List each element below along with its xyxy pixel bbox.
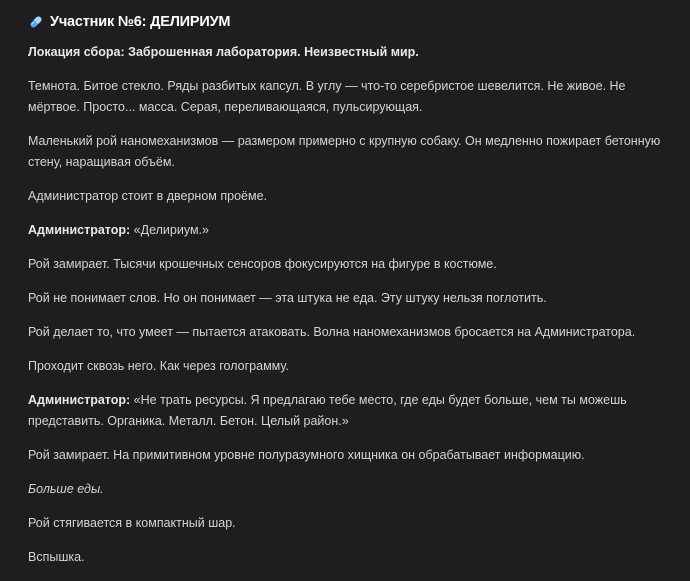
paragraph: Рой замирает. На примитивном уровне полуразумного хищника он обрабатывает информацию. <box>28 448 585 462</box>
page-title <box>28 10 678 34</box>
paragraph: Маленький рой наномеханизмов — размером примерно с крупную собаку. Он медленно пожирает бетонную стену, наращивая объём. <box>28 134 661 169</box>
speaker-name: Администратор: <box>28 393 131 407</box>
location-line <box>28 42 678 63</box>
paragraph: Рой стягивается в компактный шар. <box>28 516 236 530</box>
paragraph: Вспышка. <box>28 550 85 564</box>
dialogue-line <box>28 220 678 241</box>
speaker-name: Администратор: <box>28 223 131 237</box>
paragraph: Темнота. Битое стекло. Ряды разбитых капсул. В углу — что-то серебристое шевелится. Не живое. Не мёртвое. Просто... масса. Серая, переливающаяся, пульсирующая. <box>28 79 626 114</box>
dialogue-text: «Не трать ресурсы. Я предлагаю тебе место, где еды будет больше, чем ты можешь представить. Органика. Металл. Бетон. Целый район.» <box>28 393 627 428</box>
paragraph: Рой делает то, что умеет — пытается атаковать. Волна наномеханизмов бросается на Администратора. <box>28 325 636 339</box>
paragraph: Проходит сквозь него. Как через голограмму. <box>28 359 289 373</box>
italic-text: Больше еды. <box>28 482 104 496</box>
title-text: Участник №6: ДЕЛИРИУМ <box>50 13 231 30</box>
italic-paragraph <box>28 479 678 500</box>
location-value: Заброшенная лаборатория. Неизвестный мир. <box>128 45 419 59</box>
message-content <box>28 10 678 581</box>
paragraph: Рой замирает. Тысячи крошечных сенсоров фокусируются на фигуре в костюме. <box>28 257 497 271</box>
pill-capsule-icon <box>28 14 44 30</box>
paragraph: Администратор стоит в дверном проёме. <box>28 189 268 203</box>
dialogue-line <box>28 390 678 432</box>
location-label: Локация сбора: <box>28 45 125 59</box>
paragraph: Рой не понимает слов. Но он понимает — эта штука не еда. Эту штуку нельзя поглотить. <box>28 291 547 305</box>
dialogue-text: «Делириум.» <box>133 223 209 237</box>
